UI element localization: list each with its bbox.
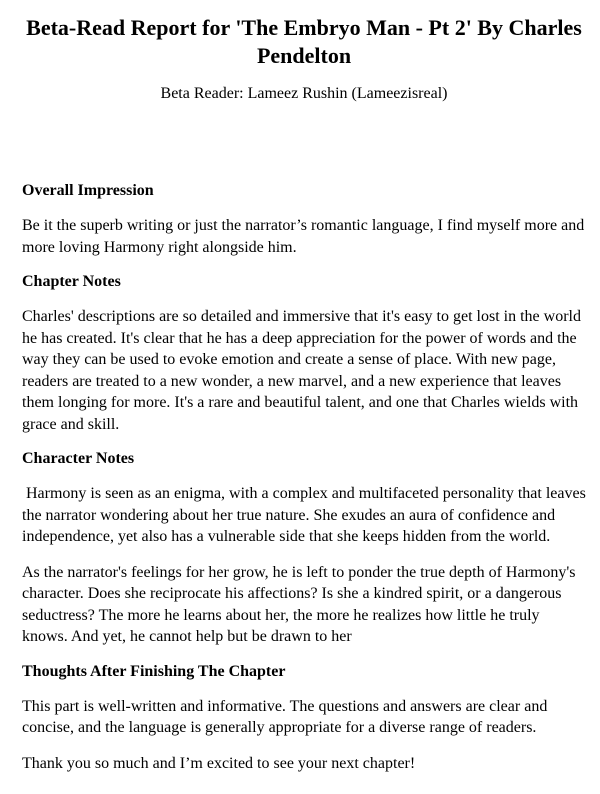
thoughts-after-heading: Thoughts After Finishing The Chapter <box>22 662 286 680</box>
overall-impression-heading: Overall Impression <box>22 182 154 199</box>
closing-text: Thank you so much and I’m excited to see your next chapter! <box>22 754 416 772</box>
thoughts-after-text: This part is well-written and informative. The questions and answers are clear and concise, and the language is generally appropriate for a diverse range of readers. <box>22 697 548 736</box>
chapter-notes-heading: Chapter Notes <box>22 273 121 290</box>
beta-reader-line: Beta Reader: Lameez Rushin (Lameezisreal) <box>160 85 448 102</box>
page-title: Beta-Read Report for 'The Embryo Man - Pt 2' By Charles Pendelton <box>26 15 582 68</box>
character-notes-heading: Character Notes <box>22 450 135 467</box>
chapter-notes-text: Charles' descriptions are so detailed and immersive that it's easy to get lost in the world he has created. It's clear that he has a deep appreciation for the power of words and the way they can be used to evoke emotion and create a sense of place. With new page, readers are treated to a new wonder, a new marvel, and a new experience that leaves them longing for more. It's a rare and beautiful talent, and one that Charles wields with grace and skill. <box>22 308 581 433</box>
character-notes-paragraph: As the narrator's feelings for her grow, he is left to ponder the true depth of Harmony's character. Does she reciprocate his affections? Is she a kindred spirit, or a dangerous seductress? The more he learns about her, the more he realizes how little he truly knows. And yet, he cannot help but be drawn to her <box>22 563 576 645</box>
character-notes-paragraph: Harmony is seen as an enigma, with a complex and multifaceted personality that leaves the narrator wondering about her true nature. She exudes an aura of confidence and independence, yet also has a vulnerable side that she keeps hidden from the world. <box>22 485 590 545</box>
overall-impression-text: Be it the superb writing or just the narrator’s romantic language, I find myself more and more loving Harmony right alongside him. <box>22 217 585 256</box>
